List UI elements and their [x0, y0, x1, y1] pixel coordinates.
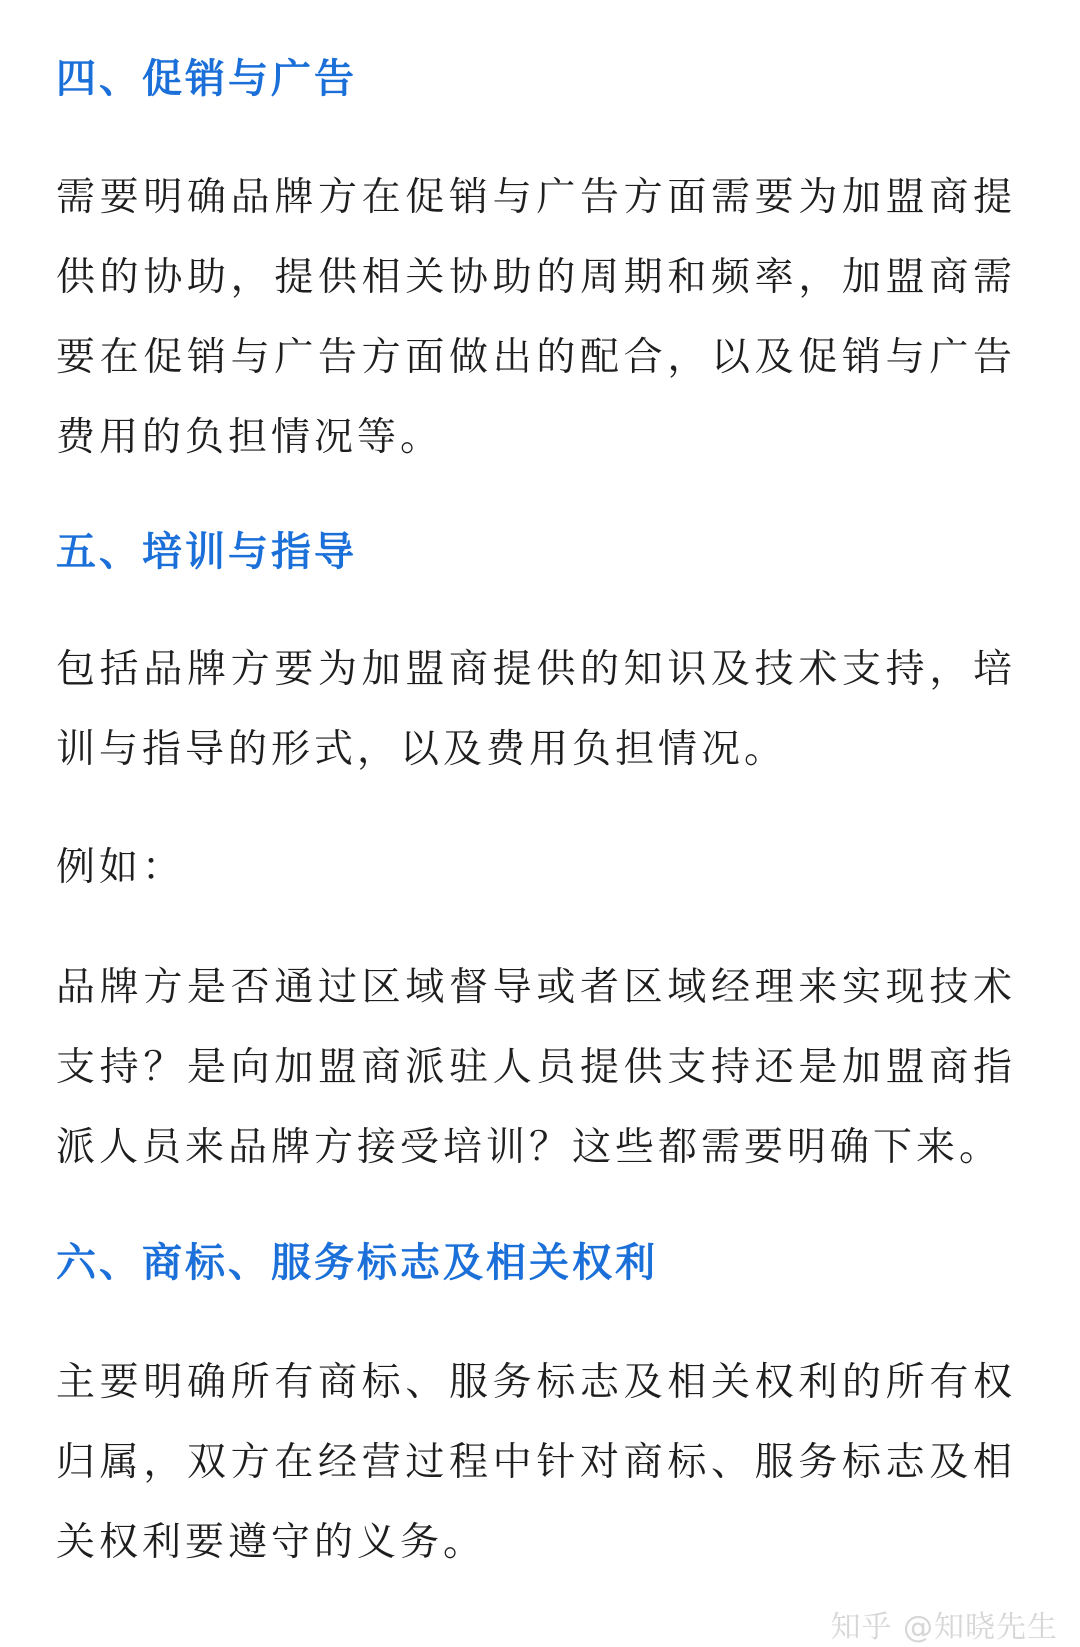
section-heading-training: 五、培训与指导 [56, 529, 357, 575]
section-heading-trademark: 六、商标、服务标志及相关权利 [56, 1240, 658, 1286]
section-heading-promotion: 四、促销与广告 [56, 56, 357, 102]
paragraph-training: 包括品牌方要为加盟商提供的知识及技术支持，培训与指导的形式，以及费用负担情况。 [56, 647, 1016, 772]
paragraph-trademark: 主要明确所有商标、服务标志及相关权利的所有权归属，双方在经营过程中针对商标、服务标志及相关权利要遵守的义务。 [56, 1360, 1016, 1565]
paragraph-example-detail: 品牌方是否通过区域督导或者区域经理来实现技术支持？是向加盟商派驻人员提供支持还是加盟商指派人员来品牌方接受培训？这些都需要明确下来。 [56, 965, 1016, 1170]
paragraph-promotion: 需要明确品牌方在促销与广告方面需要为加盟商提供的协助，提供相关协助的周期和频率，加盟商需要在促销与广告方面做出的配合，以及促销与广告费用的负担情况等。 [56, 175, 1016, 460]
zhihu-watermark: 知乎 @知晓先生 [830, 1610, 1058, 1645]
paragraph-example-label: 例如： [56, 845, 186, 890]
